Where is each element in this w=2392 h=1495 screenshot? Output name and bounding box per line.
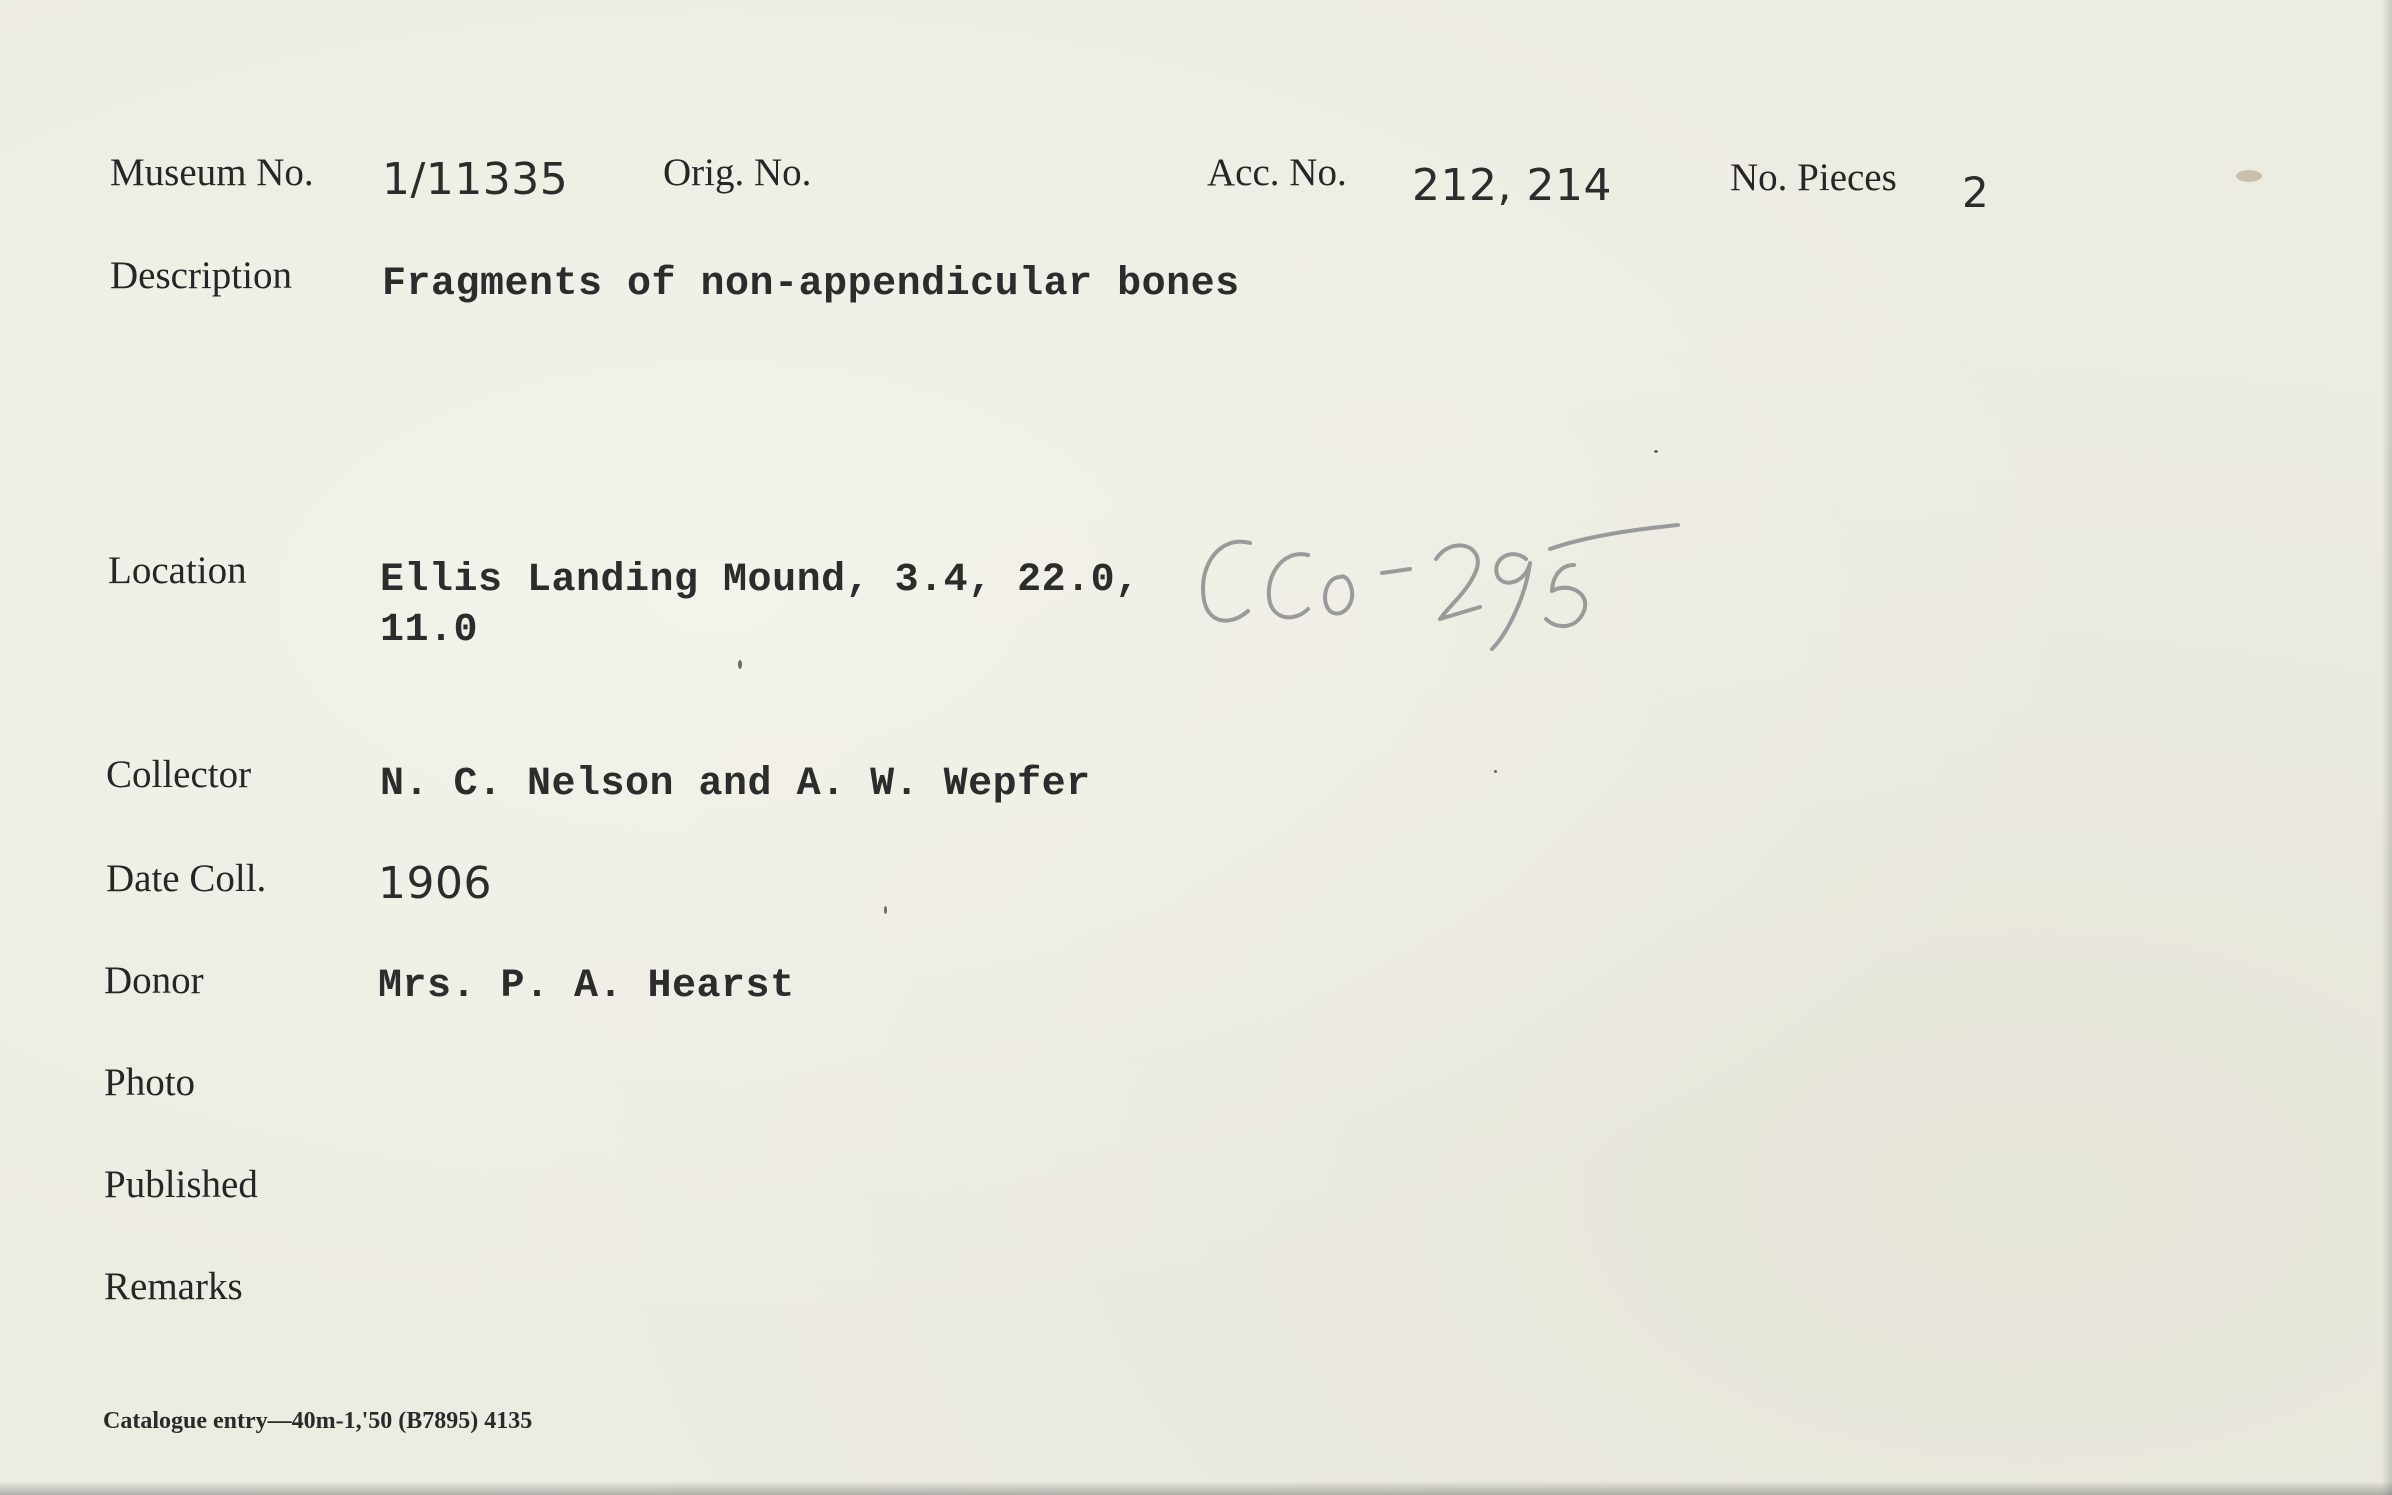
no-pieces-value: 2 bbox=[1962, 168, 1990, 217]
photo-label: Photo bbox=[104, 1061, 196, 1104]
description-label: Description bbox=[110, 254, 292, 297]
acc-no-value: 212, 214 bbox=[1412, 160, 1612, 211]
card-bottom-edge bbox=[0, 1481, 2392, 1495]
location-line-1: Ellis Landing Mound, 3.4, 22.0, bbox=[380, 558, 1140, 603]
location-label: Location bbox=[108, 549, 247, 592]
paper-speck bbox=[884, 906, 887, 914]
donor-label: Donor bbox=[104, 959, 204, 1002]
paper-speck bbox=[738, 660, 742, 669]
published-label: Published bbox=[104, 1163, 258, 1206]
collector-label: Collector bbox=[106, 753, 252, 796]
paper-speck bbox=[1494, 770, 1497, 773]
location-line-2: 11.0 bbox=[380, 608, 479, 653]
date-coll-label: Date Coll. bbox=[106, 857, 267, 900]
card-right-edge bbox=[2382, 0, 2392, 1495]
paper-mark bbox=[2236, 170, 2262, 182]
location-value bbox=[380, 556, 1140, 656]
handwritten-site-code bbox=[1190, 515, 1690, 665]
museum-no-label: Museum No. bbox=[110, 151, 314, 194]
remarks-label: Remarks bbox=[104, 1265, 243, 1308]
description-value: Fragments of non-appendicular bones bbox=[382, 262, 1240, 307]
paper-speck bbox=[1654, 450, 1658, 453]
orig-no-label: Orig. No. bbox=[663, 151, 812, 194]
no-pieces-label: No. Pieces bbox=[1730, 156, 1897, 199]
acc-no-label: Acc. No. bbox=[1207, 151, 1347, 194]
donor-value: Mrs. P. A. Hearst bbox=[378, 964, 795, 1009]
catalogue-footer: Catalogue entry—40m-1,'50 (B7895) 4135 bbox=[103, 1408, 533, 1434]
collector-value: N. C. Nelson and A. W. Wepfer bbox=[380, 762, 1091, 807]
museum-no-value: 1/11335 bbox=[382, 154, 569, 205]
date-coll-value: 1906 bbox=[378, 858, 492, 909]
